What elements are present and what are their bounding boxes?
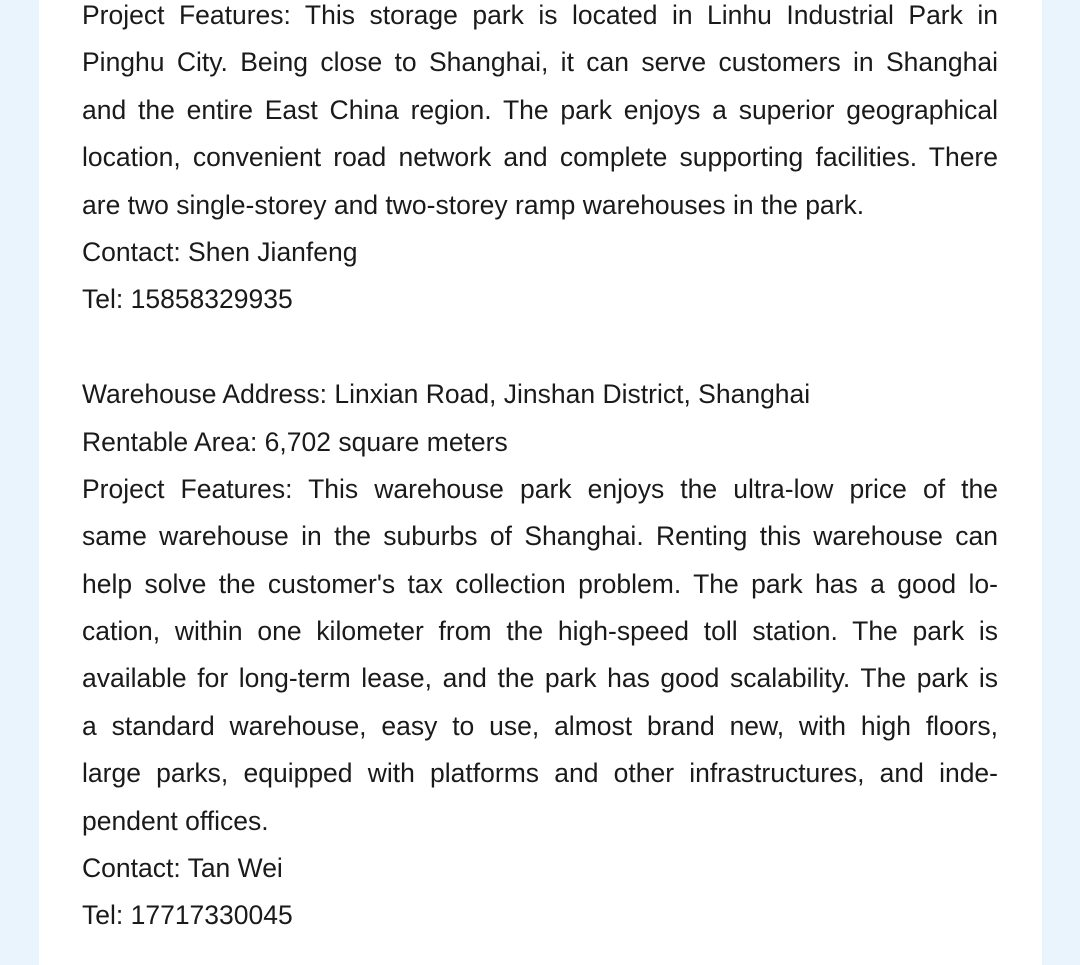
contact-phone: Tel: 15858329935 <box>82 284 293 315</box>
project-features-line: help solve the customer's tax collection problem. The park has a good lo- <box>82 568 998 599</box>
project-features-line: pendent offices. <box>82 805 269 836</box>
project-features-line: location, convenient road network and complete supporting facilities. There <box>82 142 998 173</box>
project-features-line: Pinghu City. Being close to Shanghai, it can serve customers in Shanghai <box>82 47 998 78</box>
project-features-line: same warehouse in the suburbs of Shanghai. Renting this warehouse can <box>82 521 998 552</box>
project-features-line: large parks, equipped with platforms and other infrastructures, and inde- <box>82 758 998 789</box>
contact-name: Contact: Shen Jianfeng <box>82 236 358 267</box>
project-features-line: a standard warehouse, easy to use, almost brand new, with high floors, <box>82 710 998 741</box>
contact-phone: Tel: 17717330045 <box>82 900 293 931</box>
project-features-line: are two single-storey and two-storey ramp warehouses in the park. <box>82 189 865 220</box>
project-features-line: and the entire East China region. The park enjoys a superior geographical <box>82 94 998 125</box>
warehouse-address: Warehouse Address: Linxian Road, Jinshan District, Shanghai <box>82 379 811 410</box>
project-features-line: cation, within one kilometer from the high-speed toll station. The park is <box>82 616 998 647</box>
contact-name: Contact: Tan Wei <box>82 853 283 884</box>
project-features-line: Project Features: This storage park is located in Linhu Industrial Park in <box>82 0 998 30</box>
project-features-line: available for long-term lease, and the park has good scalability. The park is <box>82 663 998 694</box>
article-content <box>82 0 998 940</box>
warehouse-listing-2 <box>82 371 998 940</box>
paragraph-spacer <box>82 324 998 371</box>
warehouse-listing-1 <box>82 0 998 324</box>
rentable-area: Rentable Area: 6,702 square meters <box>82 426 508 457</box>
project-features-line: Project Features: This warehouse park enjoys the ultra-low price of the <box>82 473 998 504</box>
